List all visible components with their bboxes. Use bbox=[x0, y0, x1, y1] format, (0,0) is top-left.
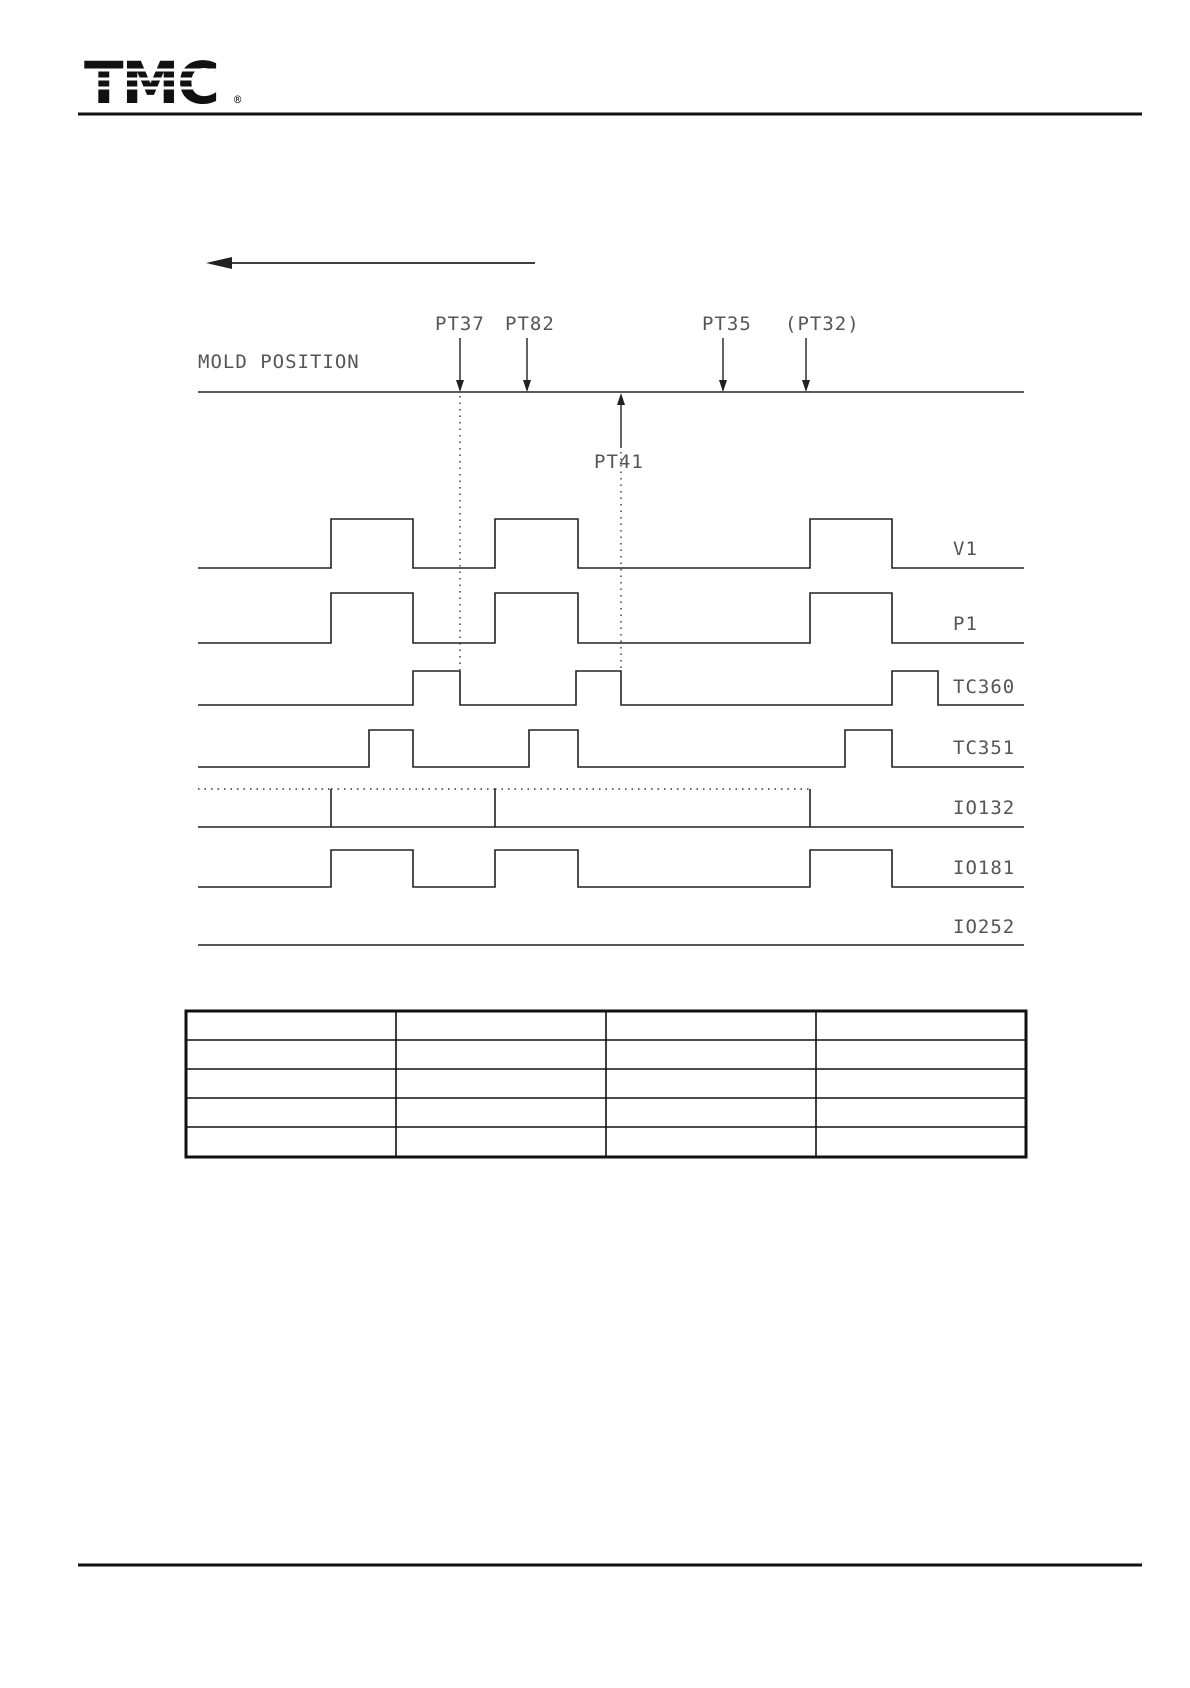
label-pt37: PT37 bbox=[435, 313, 485, 335]
signal-label-io252: IO252 bbox=[953, 916, 1016, 938]
signal-label-v1: V1 bbox=[953, 538, 978, 560]
logo-text: TMC bbox=[84, 49, 218, 117]
marker-pt35 bbox=[719, 338, 727, 392]
marker-pt82 bbox=[523, 338, 531, 392]
signal-label-tc360: TC360 bbox=[953, 676, 1016, 698]
label-pt32: (PT32) bbox=[785, 313, 860, 335]
registered-mark: ® bbox=[234, 93, 242, 107]
waveform-io132 bbox=[198, 789, 1024, 827]
marker-pt41 bbox=[617, 393, 625, 448]
axis-label: MOLD POSITION bbox=[198, 351, 360, 373]
signal-label-io181: IO181 bbox=[953, 857, 1016, 879]
waveform-p1 bbox=[198, 593, 1024, 643]
waveform-tc360 bbox=[198, 671, 1024, 705]
waveform-tc351 bbox=[198, 730, 1024, 767]
signal-label-tc351: TC351 bbox=[953, 737, 1016, 759]
marker-pt37 bbox=[456, 338, 464, 392]
waveform-io181 bbox=[198, 850, 1024, 887]
direction-arrow bbox=[206, 257, 535, 269]
waveform-v1 bbox=[198, 519, 1024, 568]
tmc-logo bbox=[84, 49, 242, 117]
label-pt82: PT82 bbox=[505, 313, 555, 335]
label-pt41: PT41 bbox=[594, 451, 644, 473]
empty-table bbox=[186, 1011, 1026, 1157]
signal-label-io132: IO132 bbox=[953, 797, 1016, 819]
label-pt35: PT35 bbox=[702, 313, 752, 335]
signal-label-p1: P1 bbox=[953, 613, 978, 635]
marker-pt32 bbox=[802, 338, 810, 392]
